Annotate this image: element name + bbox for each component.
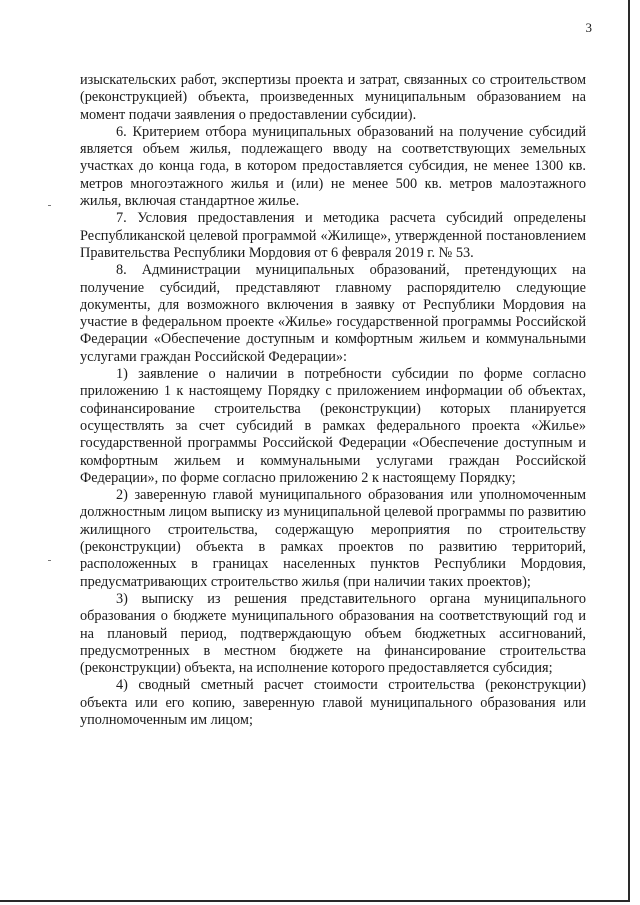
list-item: 2) заверенную главой муниципального образования или уполномоченным должностным лицом выписку из муниципальной целевой программы по развитию жилищного строительства, содержащую мероприятия по строительству (реконструкции) объекта в рамках проектов по развитию территорий, расположенных в границах населенных пунктов Республики Мордовия, предусматривающих строительство жилья (при наличии таких проектов); bbox=[80, 487, 586, 590]
list-item: 4) сводный сметный расчет стоимости строительства (реконструкции) объекта или его копию, заверенную главой муниципального образования или уполномоченным им лицом; bbox=[80, 677, 586, 728]
paragraph: изыскательских работ, экспертизы проекта и затрат, связанных со строительством (реконструкцией) объекта, произведенных муниципальным образованием на момент подачи заявления о предоставлении субсидии). bbox=[80, 72, 586, 123]
scan-mark bbox=[48, 205, 51, 206]
paragraph: 6. Критерием отбора муниципальных образований на получение субсидий является объем жилья, подлежащего вводу на соответствующих земельных участках до конца года, в котором предоставляется субсидия, не менее 1300 кв. метров многоэтажного жилья и (или) не менее 500 кв. метров малоэтажного жилья, включая стандартное жилье. bbox=[80, 123, 586, 210]
document-body bbox=[80, 72, 586, 729]
list-item: 1) заявление о наличии в потребности субсидии по форме согласно приложению 1 к настоящему Порядку с приложением информации об объектах, софинансирование строительства (реконструкции) которых планируется осуществлять за счет субсидий в рамках федерального проекта «Жилье» государственной программы Российской Федерации «Обеспечение доступным и комфортным жильем и коммунальными услугами граждан Российской Федерации», по форме согласно приложению 2 к настоящему Порядку; bbox=[80, 366, 586, 486]
list-item: 3) выписку из решения представительного органа муниципального образования о бюджете муниципального образования на соответствующий год и на плановый период, подтверждающую объем бюджетных ассигнований, предусмотренных в местном бюджете на финансирование строительства (реконструкции) объекта, на исполнение которого предоставляется субсидия; bbox=[80, 590, 586, 677]
paragraph: 7. Условия предоставления и методика расчета субсидий определены Республиканской целевой программой «Жилище», утвержденной постановлением Правительства Республики Мордовия от 6 февраля 2019 г. № 53. bbox=[80, 210, 586, 261]
paragraph: 8. Администрации муниципальных образований, претендующих на получение субсидий, представляют главному распорядителю следующие документы, для возможного включения в заявку от Республики Мордовия на участие в федеральном проекте «Жилье» государственной программы Российской Федерации «Обеспечение доступным и комфортным жильем и коммунальными услугами граждан Российской Федерации»: bbox=[80, 262, 586, 365]
page-number: 3 bbox=[585, 20, 592, 35]
scan-mark bbox=[48, 560, 51, 561]
